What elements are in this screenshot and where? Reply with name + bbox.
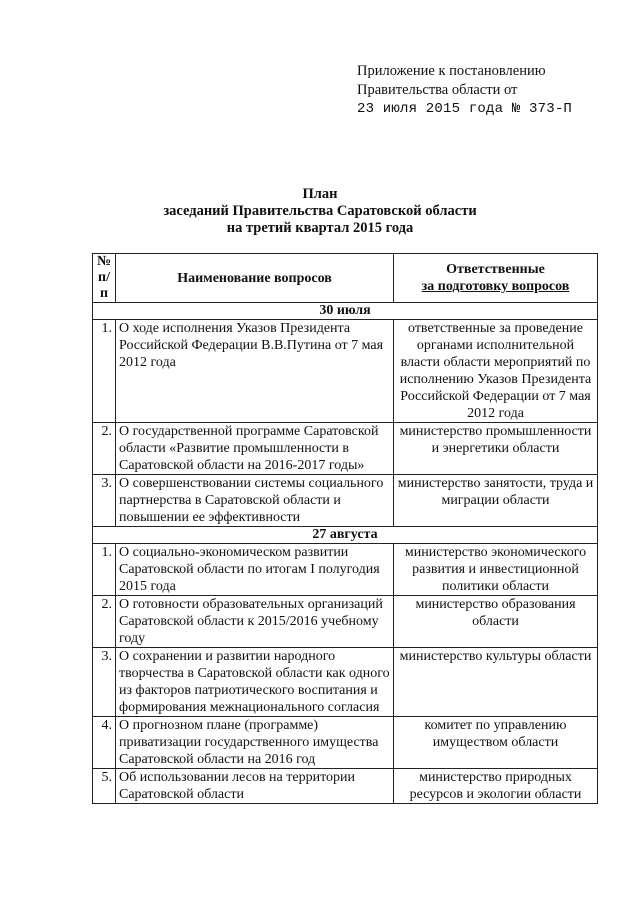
row-question: Об использовании лесов на территории Саратовской области	[116, 769, 394, 804]
table-row	[93, 544, 598, 596]
row-responsible: комитет по управлению имуществом области	[394, 717, 598, 769]
header-number-line-1: №	[96, 254, 112, 269]
appendix-line-2: Правительства области от	[357, 82, 518, 98]
section-date-row	[93, 303, 598, 320]
plan-table	[92, 253, 598, 804]
row-responsible: министерство образования области	[394, 596, 598, 648]
document-title	[0, 186, 640, 237]
row-question: О сохранении и развитии народного творчества в Саратовской области как одного из факторов патриотического воспитания и формирования межнационального согласия	[116, 648, 394, 717]
section-date: 27 августа	[93, 527, 598, 544]
header-number	[93, 254, 116, 303]
table-row	[93, 320, 598, 423]
row-number: 1.	[93, 544, 116, 596]
title-line-2: заседаний Правительства Саратовской области	[163, 203, 477, 219]
table-row	[93, 475, 598, 527]
row-number: 3.	[93, 648, 116, 717]
row-responsible: министерство экономического развития и инвестиционной политики области	[394, 544, 598, 596]
row-number: 5.	[93, 769, 116, 804]
header-number-line-2: п/п	[98, 270, 110, 301]
appendix-line-3: 23 июля 2015 года № 373-П	[357, 101, 573, 117]
row-number: 2.	[93, 596, 116, 648]
table-row	[93, 717, 598, 769]
appendix-block	[357, 62, 572, 119]
table-row	[93, 596, 598, 648]
row-responsible: министерство природных ресурсов и экологии области	[394, 769, 598, 804]
row-responsible: ответственные за проведение органами исполнительной власти области мероприятий по исполнению Указов Президента Российской Федерации от 7 мая 2012 года	[394, 320, 598, 423]
row-responsible: министерство занятости, труда и миграции области	[394, 475, 598, 527]
row-question: О совершенствовании системы социального партнерства в Саратовской области и повышении ее эффективности	[116, 475, 394, 527]
header-question-name: Наименование вопросов	[116, 254, 394, 303]
header-responsible-line-1: Ответственные	[446, 262, 545, 277]
title-line-3: на третий квартал 2015 года	[226, 220, 414, 236]
section-date: 30 июля	[93, 303, 598, 320]
header-responsible	[394, 254, 598, 303]
row-number: 1.	[93, 320, 116, 423]
row-number: 3.	[93, 475, 116, 527]
header-responsible-line-2: за подготовку вопросов	[421, 279, 570, 294]
row-question: О социально-экономическом развитии Саратовской области по итогам I полугодия 2015 года	[116, 544, 394, 596]
table-row	[93, 769, 598, 804]
section-date-row	[93, 527, 598, 544]
table-row	[93, 648, 598, 717]
row-question: О готовности образовательных организаций Саратовской области к 2015/2016 учебному году	[116, 596, 394, 648]
row-responsible: министерство культуры области	[394, 648, 598, 717]
appendix-line-1: Приложение к постановлению	[357, 63, 546, 79]
row-number: 2.	[93, 423, 116, 475]
row-question: О ходе исполнения Указов Президента Российской Федерации В.В.Путина от 7 мая 2012 года	[116, 320, 394, 423]
row-question: О прогнозном плане (программе) приватизации государственного имущества Саратовской области на 2016 год	[116, 717, 394, 769]
row-question: О государственной программе Саратовской области «Развитие промышленности в Саратовской области на 2016-2017 годы»	[116, 423, 394, 475]
row-responsible: министерство промышленности и энергетики области	[394, 423, 598, 475]
table-row	[93, 423, 598, 475]
row-number: 4.	[93, 717, 116, 769]
title-line-1: План	[302, 186, 338, 202]
table-header-row	[93, 254, 598, 303]
